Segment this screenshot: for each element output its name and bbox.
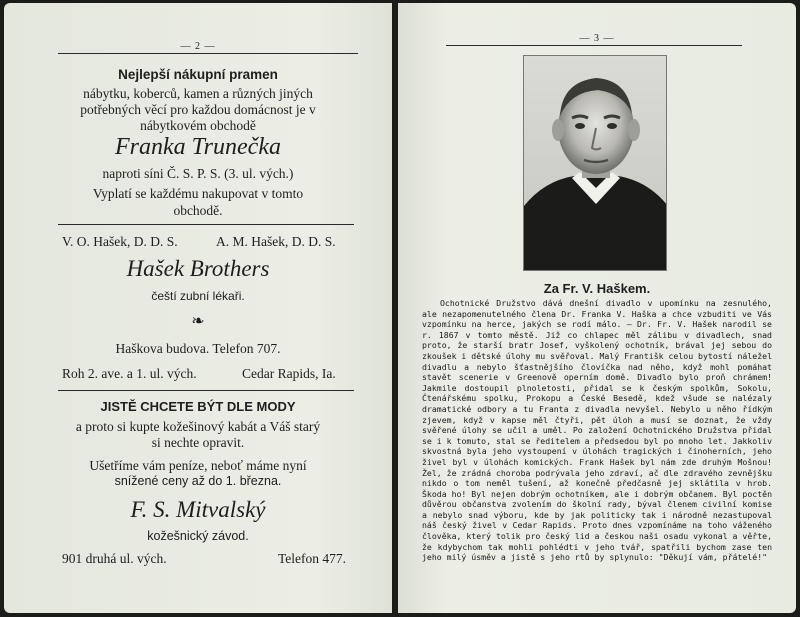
page-number: — 2 — [180,41,216,52]
ad1-slogan-line1: Vyplatí se každému nakupovat v tomto [92,186,304,201]
divider [446,45,742,46]
ad2-address-left: Roh 2. ave. a 1. ul. vých. [62,366,197,381]
ad3-line3: Ušetříme vám peníze, neboť máme nyní [89,458,307,473]
ad2-firm-name: Hašek Brothers [126,256,270,281]
article-text: Ochotnické Družstvo dává dnešní divadlo v upomínku na zesnulého, ale nezapomenutelného člena Dr. Franka V. Haška a chce vzbuditi ve Vás vzpomínku na herce, jakých se rodí málo. — Dr. Fr. V. Hašek narodil se r. 1867 v tomto městě. Již co chlapec měl zálibu v divadlech, snad proto, že starší bratr Josef, vyškolený ochotník, brával jej sebou do zkoušek i dětské úlohy mu svěřoval. Malý Františk celou bytostí náležel divadlu a nebylo šťastnějšího človíčka nad něho, když mohl pomáhat stavět scenerie v Greenově operním domě. Divadlo bylo proň chrámem! Jakmile dostoupil plnoletosti, přidal se k českým spolkům, Sokolu, Čtenářskému spolku, Prokopu a České Besedě, kdež všude se nalézaly dramatické odbory a tu Franta z divadla nevyšel. Nebylo u něho řídkým zjevem, když v kapse měl čtyři, pět úloh a musí se doznat, že vždy svěřené úlohy se učil a uměl. Po založení Ochotnického Družstva přidal se i k tomuto, stal se ředitelem a předsedou byl po mnoho let. Jakkoliv skvostná byla jeho vystoupení v úlohách tragických i činoherních, jeho živel byl v úlohách komických. Frank Hašek byl nám zde druhým Mošnou! Žel, že zrádná choroba podrývala jeho zdraví, ač dle zdravého zevnějšku nikdo o tom neměl tušení, až konečně předčasně jej sklátila v hrob. Škoda ho! Byl nejen dobrým ochotníkem, ale i dobrým občanem. Byl poctěn důvěrou občanstva zvolením do školní rady, býval členem civilní komise a nebylo snad výboru, kde by jak politicky tak i národně nezastupoval náš český živel v Cedar Rapids. Proto dnes vzpomínáme na toho váženého člověka, který tolik pro český lid a českou naši osadu vykonal a věřte, že kdybychom tak mohli pohlédti v jeho tvář, spatřili bychom zase ten jeho milý úsměv a jistě s jeho rtů by splynulo: "Děkují vám, přátelé!" [422,298,772,563]
divider [58,224,354,225]
ad1-line2: potřebných věcí pro každou domácnost je v [80,102,316,117]
ad1-line1: nábytku, koberců, kamen a různých jiných [83,86,313,101]
ad3-firm-name: F. S. Mitvalský [130,497,266,522]
ad2-building: Haškova budova. Telefon 707. [115,341,281,356]
ad1-heading: Nejlepší nákupní pramen [118,67,278,82]
right-page [398,3,796,613]
divider [58,53,358,54]
ad2-dentist-left: V. O. Hašek, D. D. S. [62,234,178,249]
ad1-line3: nábytkovém obchodě [140,118,256,133]
divider [58,390,354,391]
ad3-line4: snížené ceny až do 1. března. [114,474,282,488]
page-number: — 3 — [579,33,615,44]
ad3-heading: JISTĚ CHCETE BÝT DLE MODY [100,399,296,414]
ad1-slogan-line2: obchodě. [173,203,223,218]
ornament-icon: ❧ [191,313,205,330]
ad2-dentist-right: A. M. Hašek, D. D. S. [216,234,336,249]
ad3-line2: si nechte opravit. [151,435,245,450]
ad1-store-name: Franka Trunečka [115,134,281,160]
ad2-subtitle: čeští zubní lékaři. [151,289,245,303]
ad1-address: naproti síni Č. S. P. S. (3. ul. vých.) [102,166,294,181]
ad3-subtitle: kožešnický závod. [147,529,249,543]
ad3-address-left: 901 druhá ul. vých. [62,551,167,566]
ad2-address-right: Cedar Rapids, Ia. [242,366,336,381]
left-page [4,3,392,613]
portrait-photo-icon [523,55,667,271]
ad3-line1: a proto si kupte kožešinový kabát a Váš starý [75,419,321,434]
photo-caption: Za Fr. V. Haškem. [543,281,651,296]
portrait-photo-icon-graphic [524,56,667,271]
ad3-address-right: Telefon 477. [278,551,347,566]
